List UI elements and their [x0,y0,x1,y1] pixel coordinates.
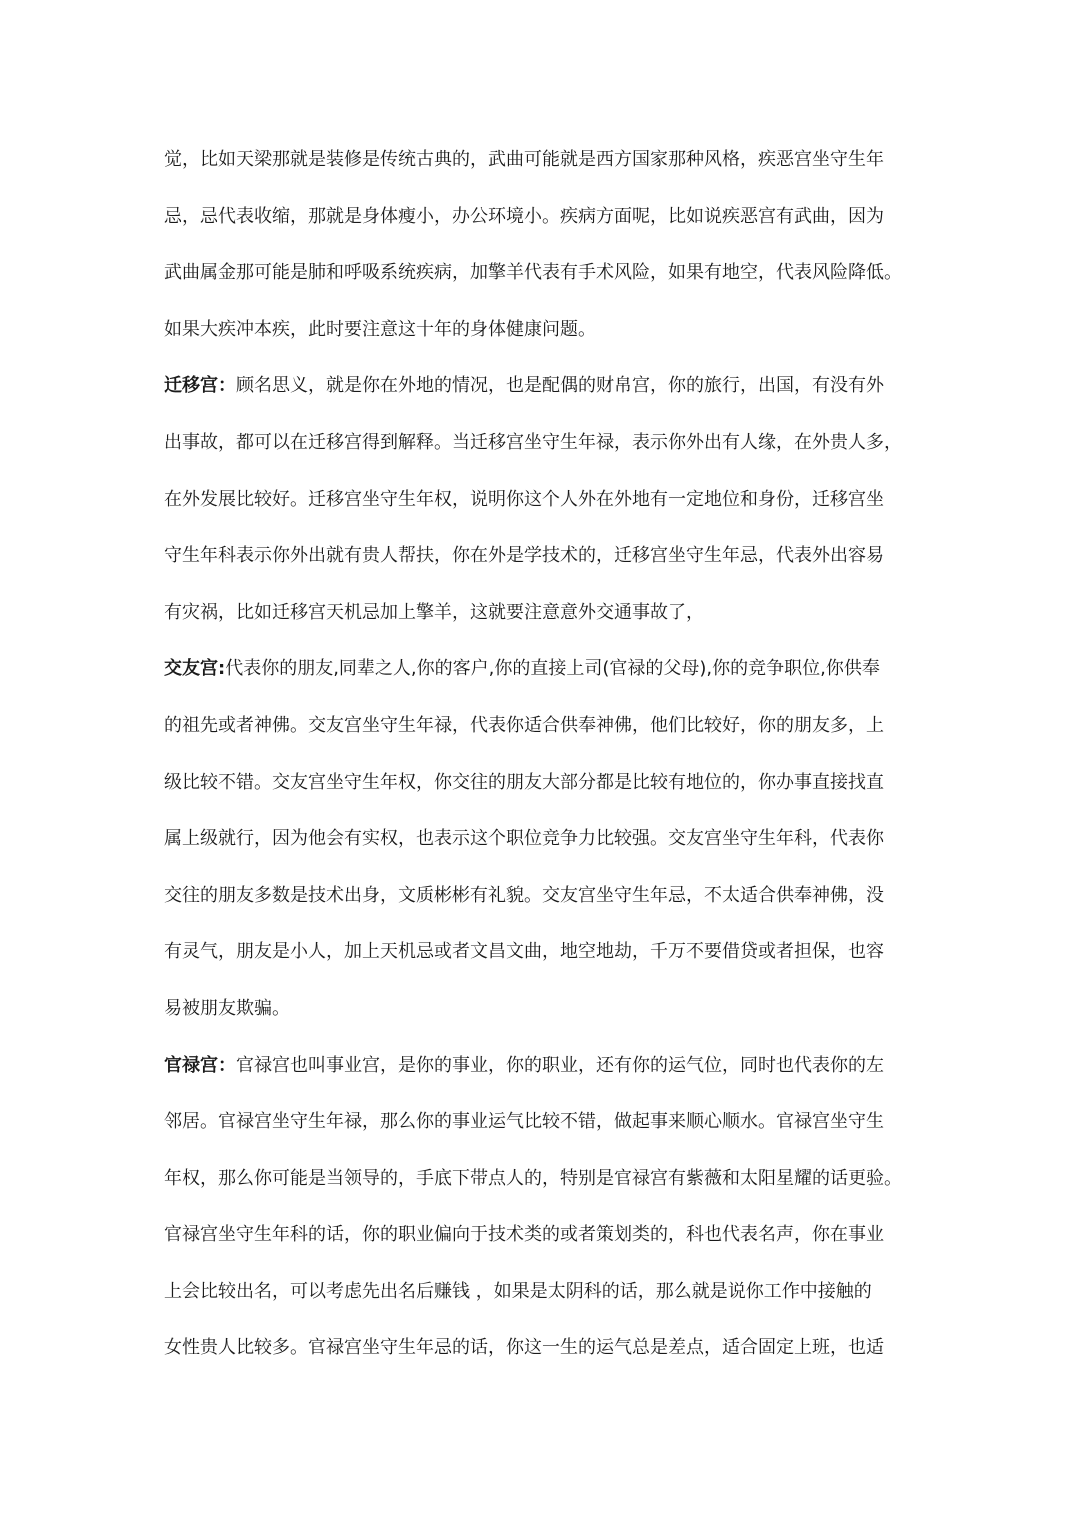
section-label: 迁移宫： [164,375,236,397]
line-text: 忌，忌代表收缩，那就是身体瘦小，办公环境小。疾病方面呢，比如说疾恶宫有武曲，因为 [164,205,884,227]
line-text: 交往的朋友多数是技术出身，文质彬彬有礼貌。交友宫坐守生年忌，不太适合供奉神佛，没 [164,884,884,906]
text-line [164,189,924,246]
line-text: 觉，比如天梁那就是装修是传统古典的，武曲可能就是西方国家那种风格，疾恶宫坐守生年 [164,149,884,170]
text-line [164,245,924,302]
line-text: 易被朋友欺骗。 [164,997,290,1019]
line-text: 守生年科表示你外出就有贵人帮扶，你在外是学技术的，迁移宫坐守生年忌，代表外出容易 [164,545,884,567]
text-line [164,1038,924,1095]
text-line [164,1320,924,1377]
line-text: 官禄宫也叫事业宫，是你的事业，你的职业，还有你的运气位，同时也代表你的左 [236,1054,884,1076]
text-line [164,641,924,698]
text-line [164,528,924,585]
line-text: 出事故，都可以在迁移宫得到解释。当迁移宫坐守生年禄，表示你外出有人缘，在外贵人多， [164,431,902,453]
line-text: 有灾祸，比如迁移宫天机忌加上擎羊，这就要注意意外交通事故了， [164,601,704,623]
section-label: 交友宫: [164,658,226,680]
line-text: 武曲属金那可能是肺和呼吸系统疾病，加擎羊代表有手术风险，如果有地空，代表风险降低。 [164,262,902,284]
line-text: 年权，那么你可能是当领导的，手底下带点人的，特别是官禄宫有紫薇和太阳星耀的话更验。 [164,1167,902,1189]
line-text: 的祖先或者神佛。交友宫坐守生年禄，代表你适合供奉神佛，他们比较好，你的朋友多，上 [164,714,884,736]
text-line [164,302,924,359]
text-line [164,981,924,1038]
text-line [164,1264,924,1321]
text-line [164,1151,924,1208]
text-line [164,358,924,415]
line-text: 属上级就行，因为他会有实权，也表示这个职位竞争力比较强。交友宫坐守生年科，代表你 [164,828,884,850]
line-text: 有灵气，朋友是小人，加上天机忌或者文昌文曲，地空地劫，千万不要借贷或者担保，也容 [164,941,884,963]
text-line [164,755,924,812]
body-text [164,132,924,1377]
text-line [164,1207,924,1264]
text-line [164,1094,924,1151]
line-text: 上会比较出名，可以考虑先出名后赚钱 ，如果是太阴科的话，那么就是说你工作中接触的 [164,1280,872,1302]
line-text: 如果大疾冲本疾，此时要注意这十年的身体健康问题。 [164,318,596,340]
line-text: 顾名思义，就是你在外地的情况，也是配偶的财帛宫，你的旅行，出国，有没有外 [236,375,884,397]
text-line [164,868,924,925]
text-line [164,585,924,642]
section-label: 官禄宫： [164,1054,236,1076]
text-line [164,472,924,529]
text-line [164,132,924,189]
text-line [164,811,924,868]
text-line [164,924,924,981]
line-text: 级比较不错。交友宫坐守生年权，你交往的朋友大部分都是比较有地位的，你办事直接找直 [164,771,884,793]
line-text: 女性贵人比较多。官禄宫坐守生年忌的话，你这一生的运气总是差点，适合固定上班，也适 [164,1337,884,1359]
line-text: 代表你的朋友,同辈之人,你的客户,你的直接上司(官禄的父母),你的竞争职位,你供奉 [225,658,880,680]
text-line [164,698,924,755]
line-text: 在外发展比较好。迁移宫坐守生年权，说明你这个人外在外地有一定地位和身份，迁移宫坐 [164,488,884,510]
line-text: 邻居。官禄宫坐守生年禄，那么你的事业运气比较不错，做起事来顺心顺水。官禄宫坐守生 [164,1111,884,1133]
line-text: 官禄宫坐守生年科的话，你的职业偏向于技术类的或者策划类的，科也代表名声，你在事业 [164,1224,884,1246]
text-line [164,415,924,472]
